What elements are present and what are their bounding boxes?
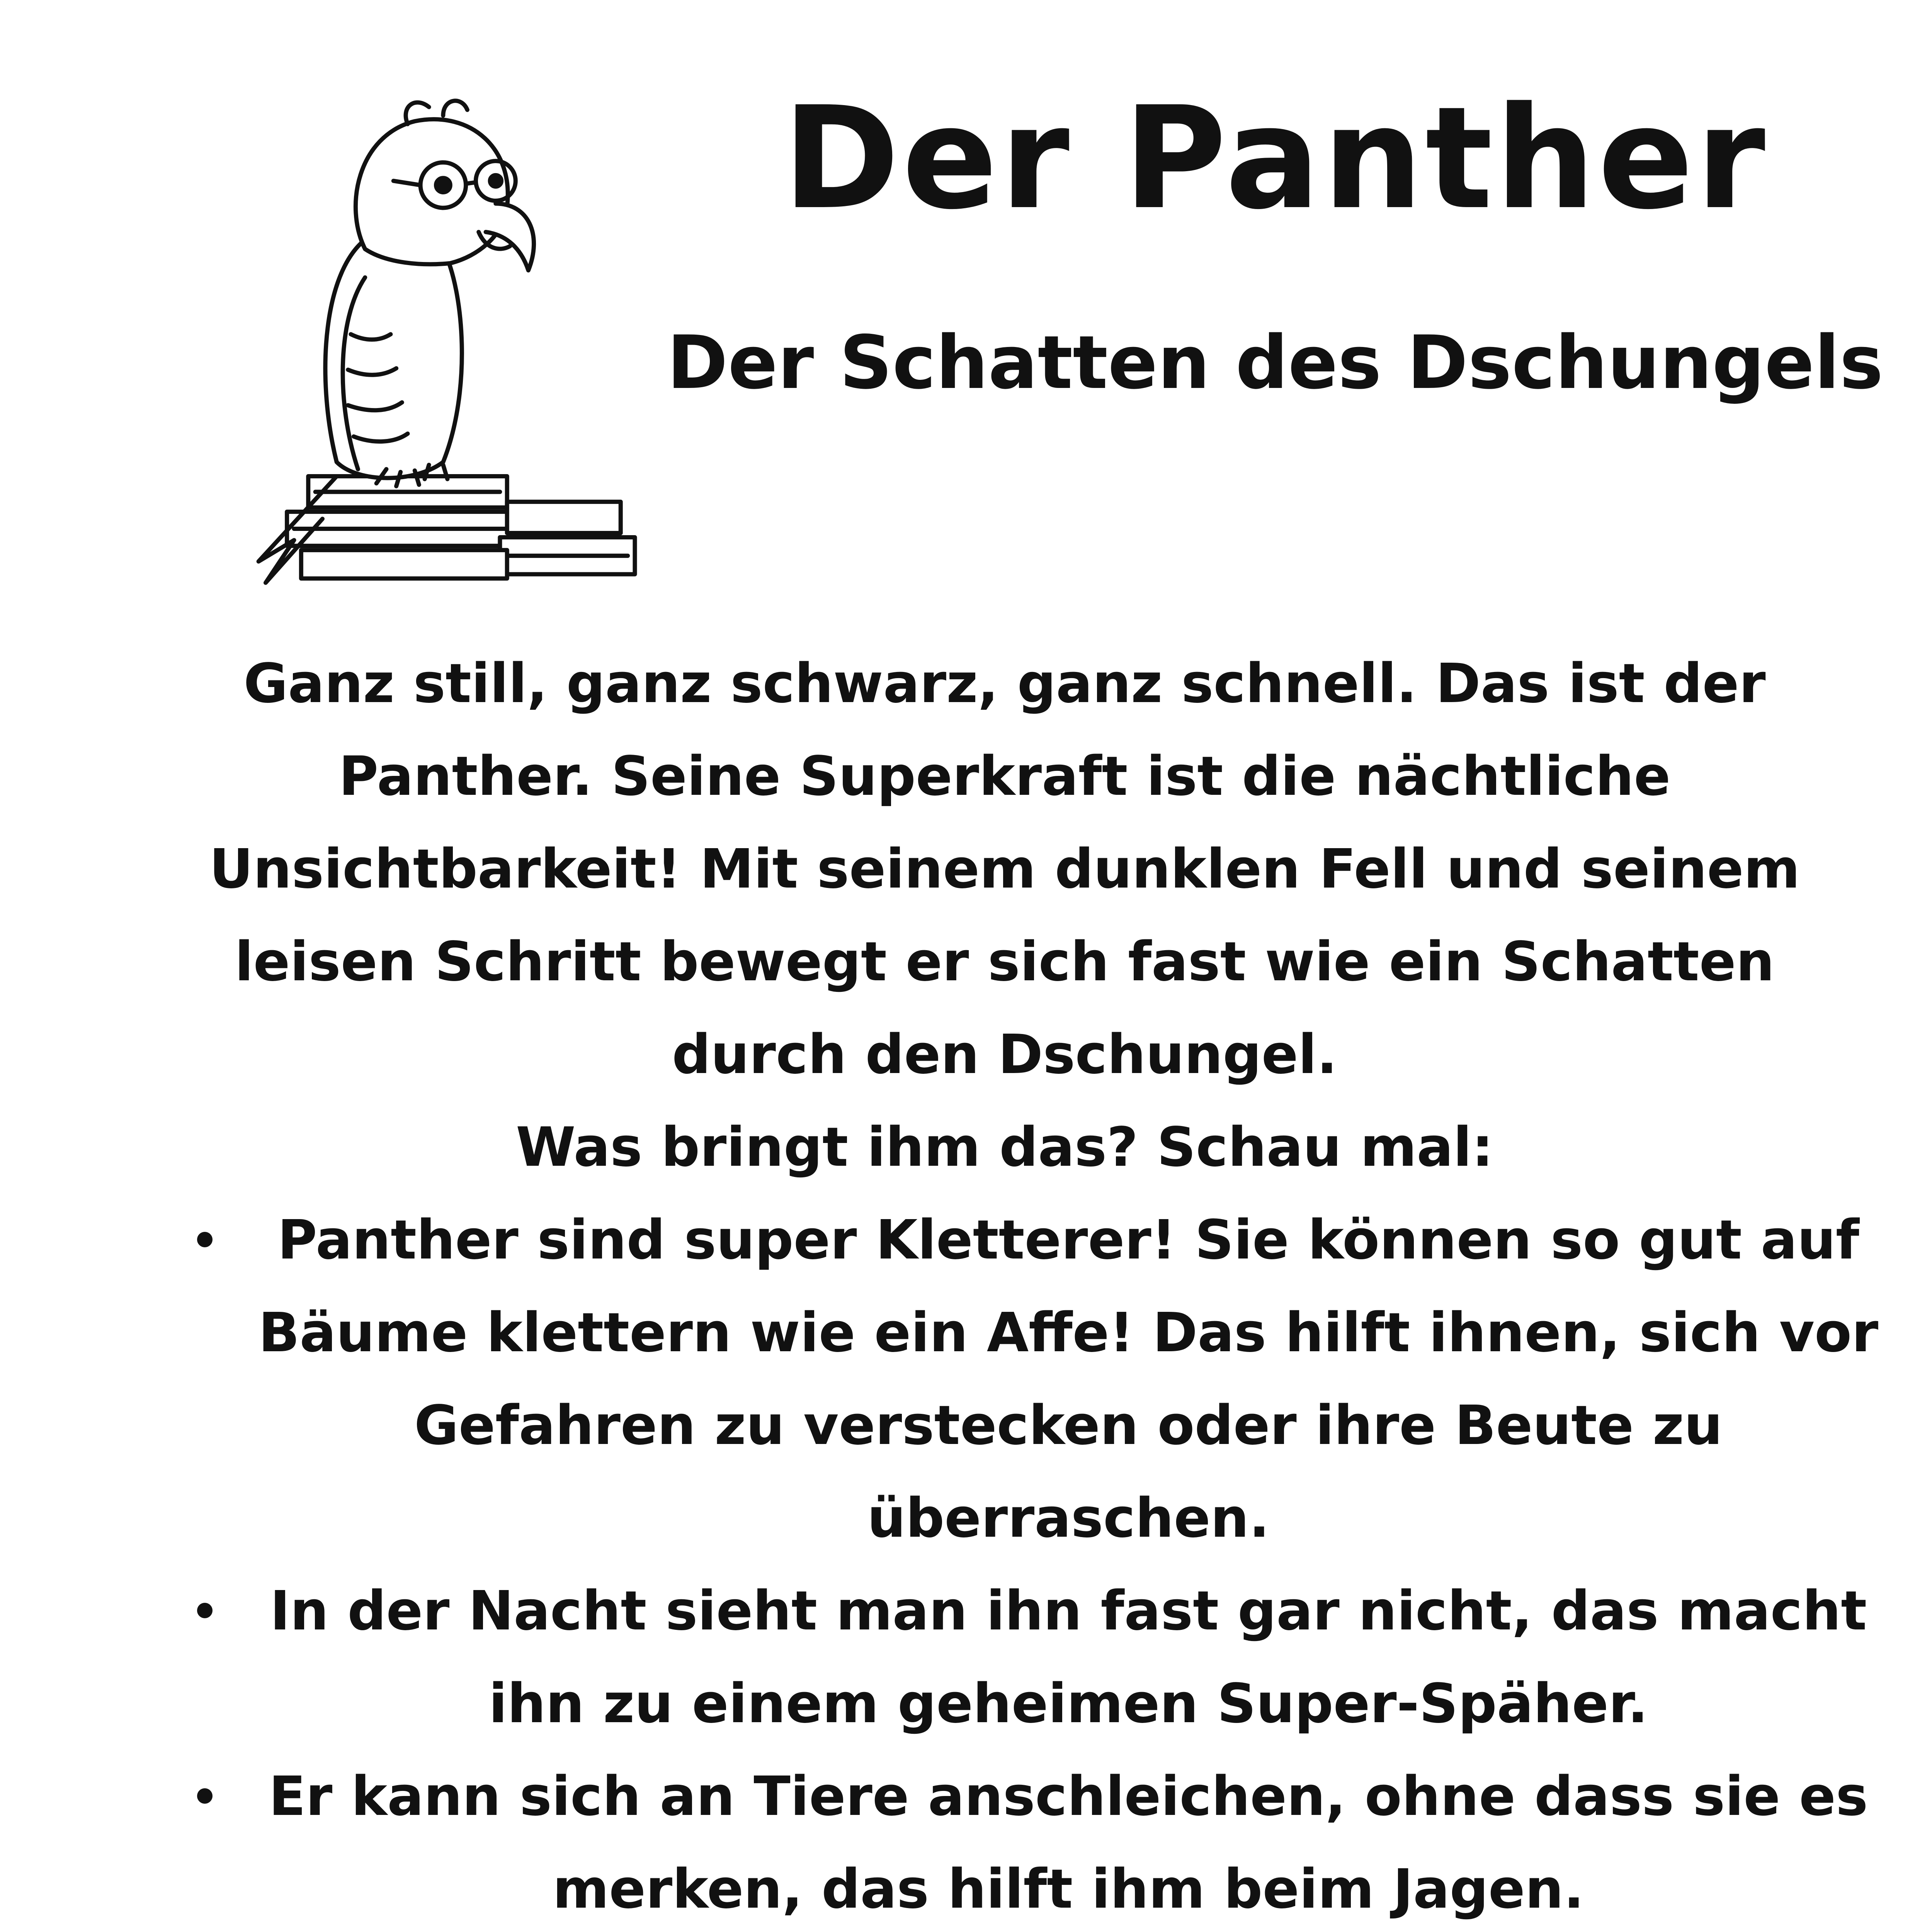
list-item-text: In der Nacht sieht man ihn fast gar nicht, das macht ihn zu einem geheimen Super-Späher. <box>270 1580 1867 1735</box>
page-title: Der Panther <box>782 77 1768 241</box>
list-item-text: Panther sind super Kletterer! Sie können so gut auf Bäume klettern wie ein Affe! Das hilft ihnen, sich vor Gefahren zu verstecken oder ihre Beute zu überraschen. <box>258 1209 1879 1550</box>
bullet-icon <box>197 1603 213 1618</box>
intro-paragraph: Ganz still, ganz schwarz, ganz schnell. Das ist der Panther. Seine Superkraft ist die nächtliche Unsichtbarkeit! Mit seinem dunklen Fell und seinem leisen Schritt bewegt er sich fast wie ein Schatten durch den Dschungel. <box>209 652 1800 1086</box>
question-heading: Was bringt ihm das? Schau mal: <box>516 1116 1493 1179</box>
parrot-with-glasses-on-books-icon <box>124 50 692 618</box>
list-item <box>185 1194 1886 1565</box>
list-item <box>185 1565 1886 1750</box>
bullet-icon <box>197 1788 213 1804</box>
page-subtitle: Der Schatten des Dschungels <box>667 320 1883 405</box>
facts-list <box>185 1194 1886 1932</box>
list-item <box>185 1750 1886 1932</box>
list-item-text: Er kann sich an Tiere anschleichen, ohne dass sie es merken, das hilft ihm beim Jagen. <box>269 1765 1868 1921</box>
bullet-icon <box>197 1232 213 1247</box>
